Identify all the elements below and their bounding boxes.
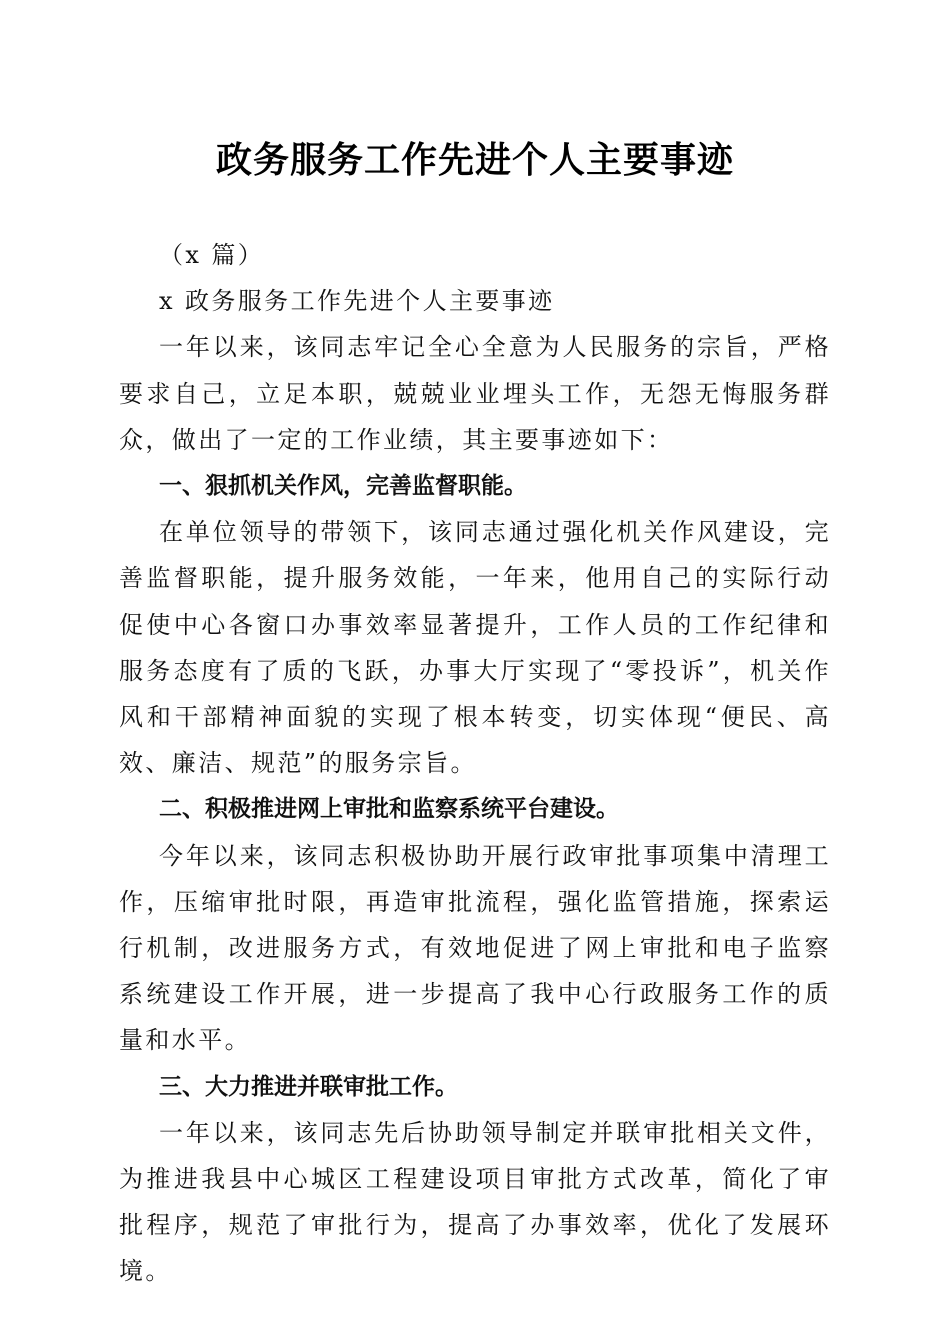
paragraph-section-1: 在单位领导的带领下，该同志通过强化机关作风建设，完善监督职能，提升服务效能，一年来，他用自己的实际行动促使中心各窗口办事效率显著提升，工作人员的工作纪律和服务态度有了质的飞跃，办事大厅实现了“零投诉”，机关作风和干部精神面貌的实现了根本转变，切实体现“便民、高效、廉洁、规范”的服务宗旨。 <box>119 518 831 778</box>
section-heading-1: 一、狠抓机关作风，完善监督职能。 <box>159 473 527 500</box>
section-heading-2: 二、积极推进网上审批和监察系统平台建设。 <box>159 796 619 823</box>
paragraph-section-3: 一年以来，该同志先后协助领导制定并联审批相关文件，为推进我县中心城区工程建设项目审批方式改革，简化了审批程序，规范了审批行为，提高了办事效率，优化了发展环境。 <box>119 1118 831 1286</box>
paragraph-section-2: 今年以来，该同志积极协助开展行政审批事项集中清理工作，压缩审批时限，再造审批流程，强化监管措施，探索运行机制，改进服务方式，有效地促进了网上审批和电子监察系统建设工作开展，进一步提高了我中心行政服务工作的质量和水平。 <box>119 841 831 1055</box>
section-heading-3: 三、大力推进并联审批工作。 <box>159 1073 458 1100</box>
document-title: 政务服务工作先进个人主要事迹 <box>215 139 734 181</box>
document-body <box>119 232 831 1295</box>
paragraph-subtitle: x 政务服务工作先进个人主要事迹 <box>159 287 555 316</box>
paragraph-intro: 一年以来，该同志牢记全心全意为人民服务的宗旨，严格要求自己，立足本职，兢兢业业埋头工作，无怨无悔服务群众，做出了一定的工作业绩，其主要事迹如下： <box>119 333 831 454</box>
paragraph-subtitle-count: （x 篇） <box>159 241 265 269</box>
